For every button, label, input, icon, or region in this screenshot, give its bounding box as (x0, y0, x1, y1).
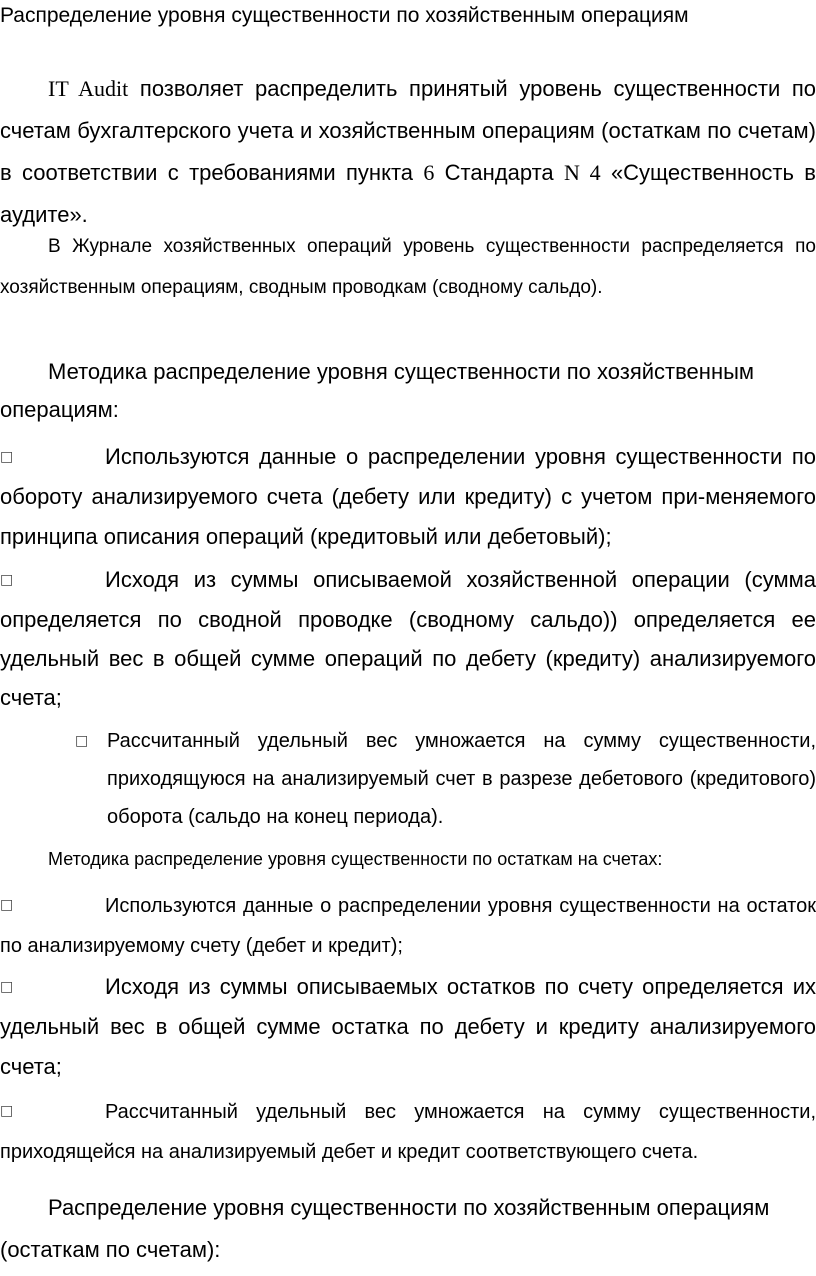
method-balances-bullet-1 (0, 885, 816, 966)
document-title: Распределение уровня существенности по хозяйственным операциям (0, 4, 689, 27)
bullet-text: Рассчитанный удельный вес умножается на сумму существенности, приходящуюся на анализируемый счет в разрезе дебетового (кредитового) оборота (сальдо на конец периода). (107, 730, 816, 828)
distribution-heading: Распределение уровня существенности по хозяйственным операциям (остаткам по счетам): (0, 1195, 770, 1262)
intro-text-3: «Существенность в аудите». (0, 160, 816, 227)
bullet-text: Исходя из суммы описываемых остатков по счету определяется их удельный вес в общей сумме остатка по дебету и кредиту анализируемого счета; (0, 974, 816, 1079)
journal-paragraph: В Журнале хозяйственных операций уровень существенности распределяется по хозяйственным операциям, сводным проводкам (сводному сальдо). (0, 236, 816, 298)
checkbox-bullet-icon: □ (75, 733, 89, 749)
method-balances-bullet-2 (0, 967, 816, 1087)
method-operations-heading: Методика распределение уровня существенности по хозяйственным операциям: (0, 359, 755, 422)
method-balances-bullet-3 (0, 1091, 816, 1172)
checkbox-bullet-icon: □ (0, 449, 14, 465)
checkbox-bullet-icon: □ (0, 897, 14, 913)
bullet-text: Рассчитанный удельный вес умножается на сумму существенности, приходящейся на анализируемый дебет и кредит соответствующего счета. (0, 1101, 816, 1163)
bullet-text: Используются данные о распределении уровня существенности по обороту анализируемого счета (дебету или кредиту) с учетом при-меняемого принципа описания операций (кредитовый или дебетовый); (0, 444, 816, 549)
bullet-text: Используются данные о распределении уровня существенности на остаток по анализируемому счету (дебет и кредит); (0, 895, 816, 957)
intro-standard-number: 4 (579, 160, 601, 185)
intro-text: позволяет распределить принятый уровень существенности по счетам бухгалтерского учета и хозяйственным операциям (остаткам по счетам) в соответствии с требованиями пункта (0, 76, 816, 185)
bullet-text: Исходя из суммы описываемой хозяйственной операции (сумма определяется по сводной проводке (сводному сальдо)) определяется ее удельный вес в общей сумме операций по дебету (кредиту) анализируемого счета; (0, 567, 816, 710)
intro-paragraph (0, 68, 816, 236)
intro-standard-symbol: N (564, 160, 580, 185)
checkbox-bullet-icon: □ (0, 572, 14, 588)
method-operations-bullet-3 (75, 722, 816, 836)
intro-item-number: 6 (423, 160, 435, 185)
checkbox-bullet-icon: □ (0, 979, 14, 995)
product-name: IT Audit (48, 76, 129, 101)
intro-text-2: Стандарта (434, 160, 564, 185)
method-balances-heading: Методика распределение уровня существенности по остаткам на счетах: (48, 849, 663, 869)
method-operations-bullet-2 (0, 560, 816, 717)
method-operations-bullet-1 (0, 437, 816, 557)
checkbox-bullet-icon: □ (0, 1103, 14, 1119)
